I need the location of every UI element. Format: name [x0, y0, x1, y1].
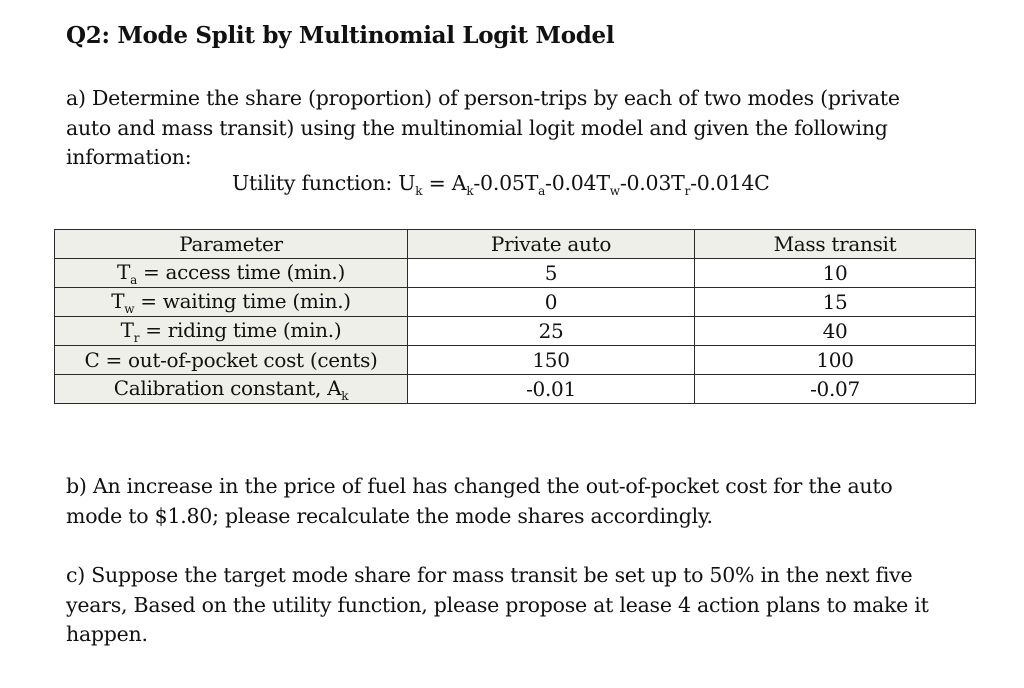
mass-transit-cell: 40 [695, 317, 976, 346]
table-header-row [55, 230, 976, 259]
utility-function-formula: Utility function: $U_k = A_k-0.05T_a-0.04T_w-0.03T_r-0.014C$ [232, 171, 770, 199]
parameter-table [54, 229, 976, 404]
question-title: Q2: Mode Split by Multinomial Logit Model [66, 22, 615, 49]
part-b-line: mode to $1.80; please recalculate the mode shares accordingly. [66, 503, 713, 528]
part-a-line: a) Determine the share (proportion) of person-trips by each of two modes (private [66, 86, 900, 110]
part-c-text [66, 561, 966, 650]
part-c-line: c) Suppose the target mode share for mass transit be set up to 50% in the next five [66, 563, 913, 587]
part-a-line: auto and mass transit) using the multinomial logit model and given the following [66, 115, 888, 140]
part-a-line: information: [66, 145, 192, 169]
parameter-cell: Calibration constant, $A_k$ [55, 375, 408, 404]
header-mass-transit: Mass transit [695, 230, 976, 259]
header-private-auto: Private auto [408, 230, 695, 259]
part-b-text [66, 472, 966, 531]
private-auto-cell: -0.01 [408, 375, 695, 404]
private-auto-cell: 0 [408, 288, 695, 317]
table-row [55, 317, 976, 346]
mass-transit-cell: -0.07 [695, 375, 976, 404]
mass-transit-cell: 100 [695, 346, 976, 375]
mass-transit-cell: 15 [695, 288, 976, 317]
private-auto-cell: 150 [408, 346, 695, 375]
table-row [55, 288, 976, 317]
parameter-cell: C = out-of-pocket cost (cents) [55, 346, 408, 375]
private-auto-cell: 5 [408, 259, 695, 288]
header-parameter: Parameter [55, 230, 408, 259]
mass-transit-cell: 10 [695, 259, 976, 288]
table-row [55, 346, 976, 375]
part-a-text [66, 84, 966, 173]
private-auto-cell: 25 [408, 317, 695, 346]
part-c-line: years, Based on the utility function, please propose at lease 4 action plans to make it [66, 592, 929, 617]
parameter-cell: $T_w$ = waiting time (min.) [55, 288, 408, 317]
parameter-cell: $T_a$ = access time (min.) [55, 259, 408, 288]
parameter-cell: $T_r$ = riding time (min.) [55, 317, 408, 346]
table-row [55, 375, 976, 404]
table-row [55, 259, 976, 288]
part-b-line: b) An increase in the price of fuel has changed the out-of-pocket cost for the auto [66, 474, 893, 498]
part-c-line: happen. [66, 622, 148, 646]
